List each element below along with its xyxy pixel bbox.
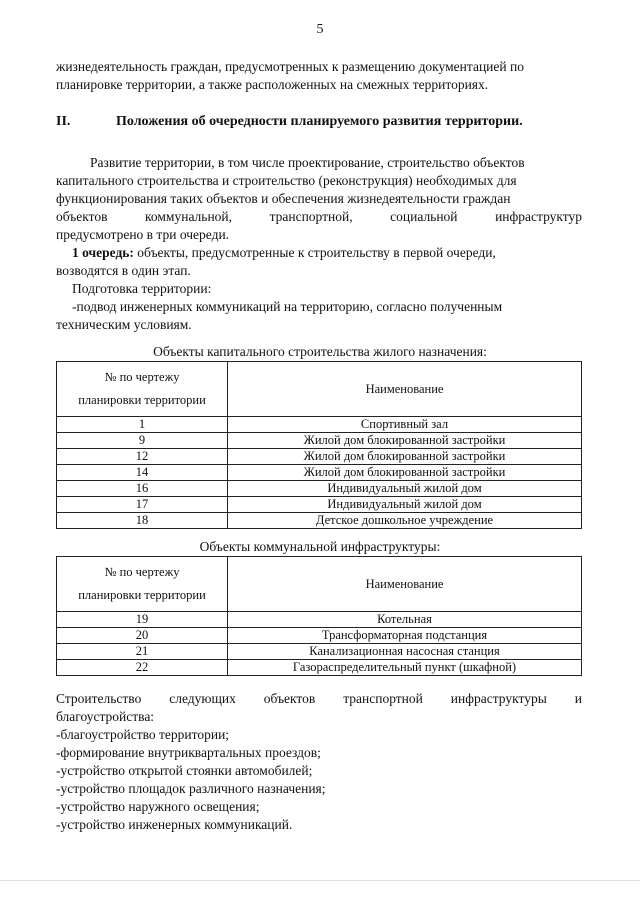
word: Строительство [56,691,142,706]
stage1-line2: возводятся в один этап. [56,263,191,278]
list-item: -формирование внутриквартальных проездов; [56,745,321,760]
header-name-cell: Наименование [228,362,582,417]
row-number: 22 [57,660,228,676]
word: транспортной [343,691,423,706]
table-row [57,660,582,676]
section-title: Положения об очередности планируемого развития территории. [116,114,523,129]
scan-edge-divider [0,880,640,881]
table2-caption: Объекты коммунальной инфраструктуры: [199,539,441,554]
section-number: II. [56,114,71,129]
residential-objects-table [56,361,582,529]
construction-line2: благоустройства: [56,709,155,724]
word: коммунальной, [145,209,233,224]
stage1-label: 1 очередь: [72,245,134,260]
header-number-cell [57,557,228,612]
table-row [57,497,582,513]
row-name: Газораспределительный пункт (шкафной) [228,660,582,676]
paragraph-line: капитального строительства и строительство (реконструкция) необходимых для [56,173,517,188]
header-number-cell [57,362,228,417]
list-item: -благоустройство территории; [56,727,230,742]
row-name: Индивидуальный жилой дом [228,481,582,497]
word: следующих [169,691,236,706]
header-number-line2: планировки территории [78,393,206,407]
header-number-line1: № по чертежу [104,565,180,579]
table-header-row [57,362,582,417]
paragraph-line: функционирования таких объектов и обеспечения жизнедеятельности граждан [56,191,511,206]
stage1-line [56,244,582,262]
list-item: -устройство открытой стоянки автомобилей; [56,763,313,778]
list-item: -устройство площадок различного назначения; [56,781,326,796]
table-row [57,644,582,660]
row-number: 9 [57,433,228,449]
row-name: Детское дошкольное учреждение [228,513,582,529]
preparation-line: техническим условиям. [56,317,192,332]
word: объектов [56,209,108,224]
word: социальной [390,209,458,224]
row-number: 1 [57,417,228,433]
row-name: Трансформаторная подстанция [228,628,582,644]
row-name: Спортивный зал [228,417,582,433]
row-number: 19 [57,612,228,628]
section-heading [56,114,596,130]
table-header-row [57,557,582,612]
communal-infrastructure-table [56,556,582,676]
table-row [57,513,582,529]
list-item: -устройство инженерных коммуникаций. [56,817,293,832]
row-number: 17 [57,497,228,513]
word: транспортной, [269,209,353,224]
row-name: Жилой дом блокированной застройки [228,465,582,481]
preparation-title: Подготовка территории: [72,281,212,296]
intro-line: планировке территории, а также расположенных на смежных территориях. [56,77,489,92]
header-number-line1: № по чертежу [104,370,180,384]
paragraph-line: предусмотрено в три очереди. [56,227,230,242]
development-paragraph [56,154,582,244]
row-number: 12 [57,449,228,465]
row-name: Котельная [228,612,582,628]
stage1-paragraph [56,244,582,280]
table-row [57,449,582,465]
row-name: Индивидуальный жилой дом [228,497,582,513]
table-row [57,417,582,433]
row-number: 18 [57,513,228,529]
table-row [57,465,582,481]
row-name: Жилой дом блокированной застройки [228,449,582,465]
intro-line: жизнедеятельность граждан, предусмотренных к размещению документацией по [56,59,524,74]
construction-block [56,690,582,834]
intro-paragraph [56,58,582,94]
preparation-block [56,280,582,334]
paragraph-spread-line [56,208,582,226]
row-number: 16 [57,481,228,497]
list-item: -устройство наружного освещения; [56,799,260,814]
construction-spread-line [56,690,582,708]
row-number: 21 [57,644,228,660]
preparation-line: -подвод инженерных коммуникаций на территорию, согласно полученным [72,299,503,314]
table-row [57,612,582,628]
row-name: Жилой дом блокированной застройки [228,433,582,449]
table1-caption: Объекты капитального строительства жилого назначения: [153,344,487,359]
word: инфраструктур [495,209,582,224]
table-row [57,628,582,644]
word: объектов [263,691,316,706]
table-row [57,481,582,497]
word: и [574,691,582,706]
header-number-line2: планировки территории [78,588,206,602]
row-name: Канализационная насосная станция [228,644,582,660]
page-number: 5 [316,22,324,37]
row-number: 14 [57,465,228,481]
table-row [57,433,582,449]
word: инфраструктуры [450,691,547,706]
header-name-cell: Наименование [228,557,582,612]
row-number: 20 [57,628,228,644]
stage1-text: объекты, предусмотренные к строительству в первой очереди, [133,245,496,260]
paragraph-line: Развитие территории, в том числе проектирование, строительство объектов [90,155,525,170]
